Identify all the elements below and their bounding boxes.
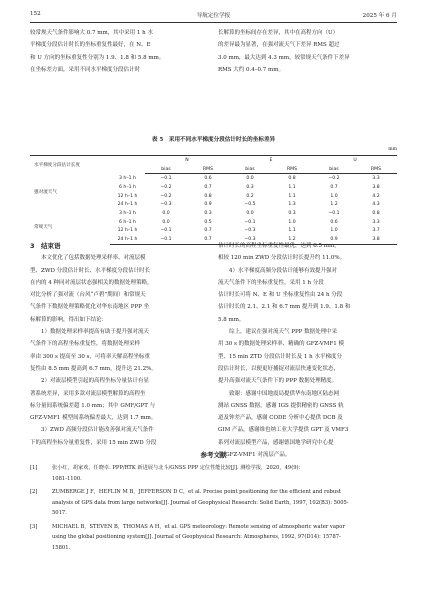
text-line: 流天气条件下的坐标重复性，采用 1 h 分段 xyxy=(218,279,324,286)
bias-head: bias xyxy=(145,165,187,174)
header-rule xyxy=(30,22,397,23)
cell: 1.0 xyxy=(288,219,296,225)
text-line: 长解算的坐标间存在差异，其中在高程方向（U） xyxy=(218,30,339,36)
text-line: 测站 GNSS 数据，感谢 IGS 提供精密的 GNSS 轨 xyxy=(218,402,344,409)
text-line: 4）水平梯度高频分段估计能够有效提升强对 xyxy=(229,267,338,274)
reference-item xyxy=(30,522,397,554)
cell: 0.6 xyxy=(204,176,212,182)
issue-date: 2025 年 6 月 xyxy=(362,13,397,19)
cell: −0.2 xyxy=(328,176,340,182)
reference-line: using the global positioning system[J]. Journal of Geophysical Research: Atmospheres, 1992, 97(D14): 15787- xyxy=(52,534,341,540)
cell: 0.7 xyxy=(204,184,212,190)
cell: 1.1 xyxy=(288,193,296,199)
row-label: 12 h–1 h xyxy=(117,193,138,199)
text-line: 估计时长可将 N、E 和 U 坐标重复性由 24 h 分段 xyxy=(218,292,343,299)
cell: 0.7 xyxy=(204,228,212,234)
group-label: 强对流天气 xyxy=(34,189,57,195)
text-line: 道及钟差产品，感谢 CODE 分析中心提供 DCB 及 xyxy=(218,415,343,422)
row-label: 3 h–1 h xyxy=(119,175,136,181)
text-line: 标解算的影响，得出如下结论： xyxy=(30,316,108,323)
text-line: 标分量间系统偏差超 1.0 mm；其中 GMF/GPT 与 xyxy=(30,402,156,409)
bias-head: bias xyxy=(313,165,355,174)
cell: 0.0 xyxy=(246,210,254,216)
text-line: 段估计时长，以便更好捕捉对流层快速变化状态， xyxy=(218,365,340,372)
text-line: 气条件下数据处理策略优化对华东南地区 PPP 坐 xyxy=(30,304,150,311)
cell: −0.1 xyxy=(160,228,172,234)
reference-number: [3] xyxy=(30,523,38,530)
rms-head: RMS xyxy=(355,165,397,174)
cell: 0.0 xyxy=(246,176,254,182)
text-line: 和 U 方向的坐标重复性分别为 1.9、1.8 和 5.8 mm。 xyxy=(30,54,165,61)
text-line: 供 GFZ-VMF1 对流层产品。 xyxy=(218,452,291,459)
dir-u-head: U xyxy=(313,156,397,165)
references-heading: 参考文献 xyxy=(200,451,227,459)
text-line: 估计时长的高程坐标重复性最优，达到 6.5 mm， xyxy=(218,243,340,249)
row-label: 6 h–1 h xyxy=(119,184,136,190)
cell: 0.8 xyxy=(372,210,380,216)
cell: 0.7 xyxy=(330,184,338,190)
cell: −0.1 xyxy=(145,235,187,244)
text-line: 致谢：感谢中国地震局提供华东南地区陆态网 xyxy=(229,390,340,397)
text-line: 型、ZWD 分段估计时长、水平梯度分段估计时长 xyxy=(30,267,151,274)
text-line: GIM 产品，感谢维也纳工业大学提供 GPT 及 VMF3 xyxy=(218,427,349,434)
cell: 1.3 xyxy=(288,202,296,208)
cell: 0.0 xyxy=(162,219,170,225)
references-list xyxy=(30,463,397,556)
cell: 4.3 xyxy=(372,202,380,208)
text-line: 在坐标差方面，采用不同水平梯度分段估计时 xyxy=(30,66,141,73)
reference-line: 15801. xyxy=(52,544,71,551)
cell: −0.3 xyxy=(229,235,271,244)
cell: −0.3 xyxy=(244,228,256,234)
text-line: 本文优化了包括数据处理采样率、对流层模 xyxy=(41,255,146,262)
cell: 1.1 xyxy=(288,184,296,190)
text-line: 气条件下的高程坐标重复性，将数据处理采样 xyxy=(30,341,141,348)
group-label: 常规天气 xyxy=(34,224,53,230)
text-line: 的差异最为显著，在强对流天气下差异 RMS 超过 xyxy=(218,42,340,49)
table-row xyxy=(30,174,397,183)
group-head: 水平梯度分段估计长度 xyxy=(30,156,145,174)
cell: 0.3 xyxy=(246,184,254,190)
text-line: 率由 300 s 提高至 30 s，可将率天解高程坐标重 xyxy=(30,353,150,360)
reference-line: analysis of GPS data from large networks[J]. Journal of Geophysical Research: Solid Earth, 1997, 102(B3): 5005- xyxy=(52,499,349,506)
left-bottom-text xyxy=(30,240,209,449)
reference-item xyxy=(30,487,397,519)
cell: −0.5 xyxy=(244,202,256,208)
bias-head: bias xyxy=(229,165,271,174)
left-top-text xyxy=(30,27,209,76)
cell: −0.1 xyxy=(160,176,172,182)
text-line: 型、15 min ZTD 分段估计时长及 1 h 水平梯度分 xyxy=(218,353,342,360)
reference-line: MICHAEL B，STEVEN B，THOMAS A H，et al. GPS meteorology: Remote sensing of atmospheric water vapor xyxy=(52,523,345,530)
reference-number: [2] xyxy=(30,489,38,495)
reference-item xyxy=(30,463,397,484)
row-label: 6 h–1 h xyxy=(119,219,136,225)
text-line: 综上，建议在强对流天气 PPP 数据处理中采 xyxy=(229,329,338,336)
cell: −0.1 xyxy=(244,219,256,225)
cell: 0.8 xyxy=(204,193,212,199)
cell: −0.2 xyxy=(160,193,172,199)
rms-head: RMS xyxy=(187,165,229,174)
cell: 0.3 xyxy=(288,210,296,216)
text-line: 复性由 8.5 mm 提高到 6.7 mm，提升达 21.2%。 xyxy=(30,365,157,372)
table-caption: 表 5 采用不同水平梯度分段估计时长的坐标差异 xyxy=(151,137,276,143)
right-bottom-text xyxy=(218,240,397,461)
text-line: 对比分析了强对流（台风“卢碧”期间）和常规天 xyxy=(30,292,146,299)
text-line: 相较 120 min ZWD 分段估计时长提升约 11.0%。 xyxy=(218,255,346,262)
cell: −0.2 xyxy=(160,184,172,190)
right-top-text xyxy=(218,27,397,76)
text-line: 提升高强对流天气条件下的 PPP 数据处理精度。 xyxy=(218,378,338,385)
cell: 3.3 xyxy=(372,219,380,225)
text-line: 较常规天气条件影响大 0.7 mm，其中采用 1 h 水 xyxy=(30,30,153,36)
row-label: 24 h–1 h xyxy=(110,235,145,244)
page-number: 152 xyxy=(30,11,41,17)
text-line: 著系统差异，采用多款对流层模型解算的高程坐 xyxy=(30,390,146,397)
text-line: 估计时长的 2.1、2.1 和 6.7 mm 提升到 1.9、1.8 和 xyxy=(218,304,351,311)
cell: 0.0 xyxy=(162,210,170,216)
coordinate-difference-table xyxy=(30,155,397,245)
cell: 0.3 xyxy=(204,210,212,216)
text-line: 3.0 mm，最大达到 4.3 mm，较常规天气条件下差异 xyxy=(218,54,350,61)
text-line: 5.8 mm。 xyxy=(218,316,245,323)
text-line: 1）数据处理采样率提高有助于提升强对流天 xyxy=(41,329,150,336)
cell: 3.7 xyxy=(372,228,380,234)
text-line: 在内的 4 种同对流层状态强相关的数据处理策略， xyxy=(30,279,153,286)
row-label: 12 h–1 h xyxy=(117,228,138,234)
cell: 0.9 xyxy=(204,202,212,208)
cell: 0.2 xyxy=(246,193,254,199)
text-line: 系列对流层模型产品，感谢德国地学研究中心提 xyxy=(218,439,334,446)
table-unit: mm xyxy=(388,147,397,152)
cell: 0.7 xyxy=(187,235,229,244)
cell: 3.8 xyxy=(355,235,397,244)
cell: −0.1 xyxy=(328,210,340,216)
row-label: 24 h–1 h xyxy=(117,202,138,208)
cell: 1.0 xyxy=(330,193,338,199)
reference-line: 1081-1100. xyxy=(52,475,82,482)
cell: 1.2 xyxy=(330,202,338,208)
text-line: 2）对流层模型引起的高程坐标分量估计有显 xyxy=(41,378,150,385)
text-line: GFZ-VMF1 模型间系统偏差最大，达到 1.7 mm。 xyxy=(30,415,157,422)
cell: 3.8 xyxy=(372,184,380,190)
cell: 0.8 xyxy=(288,176,296,182)
cell: 4.2 xyxy=(372,193,380,199)
section-heading: 3 结束语 xyxy=(30,242,61,250)
cell: −0.3 xyxy=(160,202,172,208)
cell: 0.5 xyxy=(204,219,212,225)
cell: 1.1 xyxy=(288,228,296,234)
cell: 1.0 xyxy=(330,228,338,234)
cell: 0.9 xyxy=(313,235,355,244)
table-row xyxy=(30,209,397,218)
text-line: 平梯度分段估计时长的坐标重复性最好，在 N、E xyxy=(30,42,151,49)
reference-line: 张小红，胡家欢，任晓卓. PPP/RTK 新进展与北斗/GNSS PPP 定位性能比较[J]. 测绘学报，2020，49(9)： xyxy=(52,465,304,471)
cell: 1.2 xyxy=(271,235,313,244)
journal-title: 导航定位学报 xyxy=(196,13,231,19)
cell: 3.3 xyxy=(372,176,380,182)
text-line: RMS 大约 0.4–0.7 mm。 xyxy=(218,66,284,73)
text-line: 用 30 s 的数据处理采样率、精确的 GFZ-VMF1 模 xyxy=(218,341,344,348)
row-label: 3 h–1 h xyxy=(119,210,136,216)
rms-head: RMS xyxy=(271,165,313,174)
text-line: 3）ZWD 高频分段估计能改善强对流天气条件 xyxy=(41,427,154,434)
running-header xyxy=(0,8,427,22)
text-line: 下的高程坐标分量重复性，采用 15 min ZWD 分段 xyxy=(30,439,157,446)
cell: 0.6 xyxy=(330,219,338,225)
reference-number: [1] xyxy=(30,465,38,471)
reference-line: ZUMBERGE J F，HEFLIN M B，JEFFERSON D C，et al. Precise point positioning for the efficient and robust xyxy=(52,489,341,495)
dir-n-head: N xyxy=(145,156,229,165)
dir-e-head: E xyxy=(229,156,313,165)
reference-line: 5017. xyxy=(52,510,67,516)
